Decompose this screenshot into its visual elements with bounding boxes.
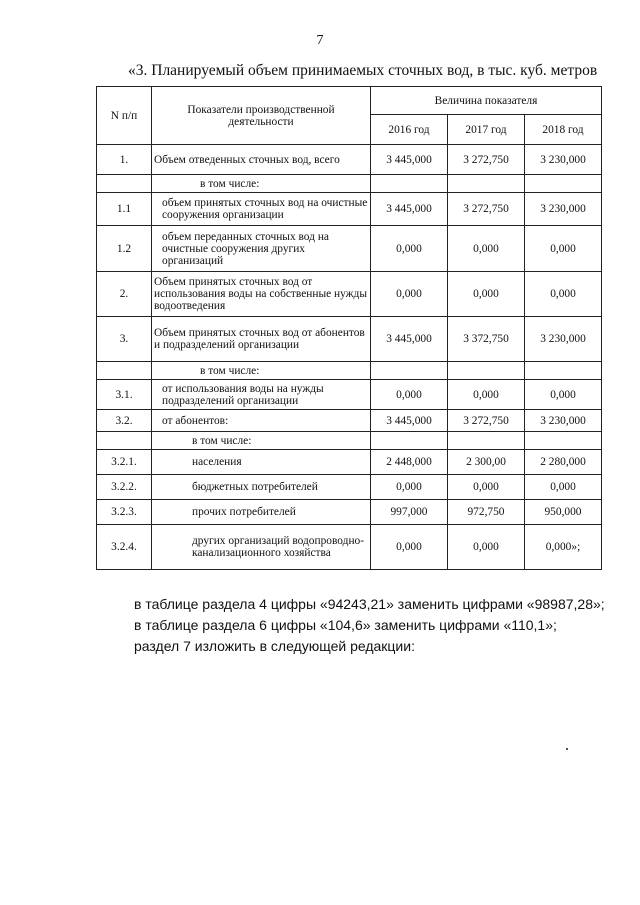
table-row [97,175,602,193]
value-2016: 0,000 [371,525,448,570]
table-row [97,226,602,272]
row-label: прочих потребителей [152,500,371,525]
value-2016 [371,362,448,380]
header-indicator: Показатели производственной деятельности [152,87,371,145]
amendment-line-2: в таблице раздела 6 цифры «104,6» заменить цифрами «110,1»; [134,617,557,633]
header-year-2016: 2016 год [371,115,448,145]
section-title: «3. Планируемый объем принимаемых сточных вод, в тыс. куб. метров [128,62,598,79]
header-num: N п/п [97,87,152,145]
header-value-group: Величина показателя [371,87,602,115]
value-2018 [525,362,602,380]
value-2017 [448,362,525,380]
row-number: 3. [97,317,152,362]
row-number [97,432,152,450]
value-2017 [448,432,525,450]
value-2016: 0,000 [371,226,448,272]
value-2018: 3 230,000 [525,145,602,175]
value-2016: 0,000 [371,380,448,410]
value-2018: 0,000 [525,272,602,317]
value-2017: 3 272,750 [448,193,525,226]
row-number: 3.2.3. [97,500,152,525]
row-label: Объем отведенных сточных вод, всего [152,145,371,175]
value-2018: 0,000 [525,475,602,500]
value-2016: 3 445,000 [371,410,448,432]
row-number: 1.1 [97,193,152,226]
table-row [97,525,602,570]
value-2016: 997,000 [371,500,448,525]
value-2016: 3 445,000 [371,193,448,226]
table-row [97,145,602,175]
row-label: Объем принятых сточных вод от абонентов и подразделений организации [152,317,371,362]
table-row [97,500,602,525]
table-row [97,380,602,410]
header-year-2018: 2018 год [525,115,602,145]
row-number: 3.2.2. [97,475,152,500]
row-number: 1. [97,145,152,175]
amendment-line-3: раздел 7 изложить в следующей редакции: [134,638,415,654]
value-2017: 3 272,750 [448,145,525,175]
table-row [97,450,602,475]
table-body [97,145,602,570]
table-row [97,475,602,500]
value-2017: 0,000 [448,525,525,570]
row-number: 3.1. [97,380,152,410]
row-label: объем переданных сточных вод на очистные сооружения других организаций [152,226,371,272]
value-2017: 0,000 [448,475,525,500]
row-number: 3.2.1. [97,450,152,475]
value-2018 [525,432,602,450]
value-2018: 0,000 [525,226,602,272]
amendment-text [134,594,605,657]
table-row [97,272,602,317]
row-label: Объем принятых сточных вод от использования воды на собственные нужды водоотведения [152,272,371,317]
row-label: от использования воды на нужды подразделений организации [152,380,371,410]
row-label: населения [152,450,371,475]
value-2016: 2 448,000 [371,450,448,475]
header-year-2017: 2017 год [448,115,525,145]
row-label: объем принятых сточных вод на очистные сооружения организации [152,193,371,226]
row-number: 3.2. [97,410,152,432]
value-2016 [371,432,448,450]
value-2016: 0,000 [371,272,448,317]
value-2018: 0,000 [525,380,602,410]
scan-speck [566,748,568,750]
value-2018: 950,000 [525,500,602,525]
table-row [97,432,602,450]
value-2017: 3 372,750 [448,317,525,362]
value-2018 [525,175,602,193]
value-2017: 3 272,750 [448,410,525,432]
table-row [97,362,602,380]
row-number [97,175,152,193]
value-2018: 3 230,000 [525,193,602,226]
value-2018: 0,000»; [525,525,602,570]
row-label: в том числе: [152,175,371,193]
value-2016: 0,000 [371,475,448,500]
value-2017: 0,000 [448,380,525,410]
row-number [97,362,152,380]
value-2017: 0,000 [448,272,525,317]
row-number: 3.2.4. [97,525,152,570]
value-2016: 3 445,000 [371,145,448,175]
value-2016: 3 445,000 [371,317,448,362]
value-2018: 3 230,000 [525,317,602,362]
row-label: в том числе: [152,432,371,450]
table-row [97,317,602,362]
value-2016 [371,175,448,193]
row-number: 2. [97,272,152,317]
value-2018: 2 280,000 [525,450,602,475]
amendment-line-1: в таблице раздела 4 цифры «94243,21» заменить цифрами «98987,28»; [134,596,605,612]
row-number: 1.2 [97,226,152,272]
table-row [97,193,602,226]
value-2017: 2 300,00 [448,450,525,475]
page-number: 7 [316,33,324,48]
row-label: в том числе: [152,362,371,380]
header-row-1 [97,87,602,115]
row-label: других организаций водопроводно-канализационного хозяйства [152,525,371,570]
table-row [97,410,602,432]
row-label: от абонентов: [152,410,371,432]
value-2017 [448,175,525,193]
value-2017: 972,750 [448,500,525,525]
row-label: бюджетных потребителей [152,475,371,500]
value-2018: 3 230,000 [525,410,602,432]
value-2017: 0,000 [448,226,525,272]
wastewater-table [96,86,602,570]
